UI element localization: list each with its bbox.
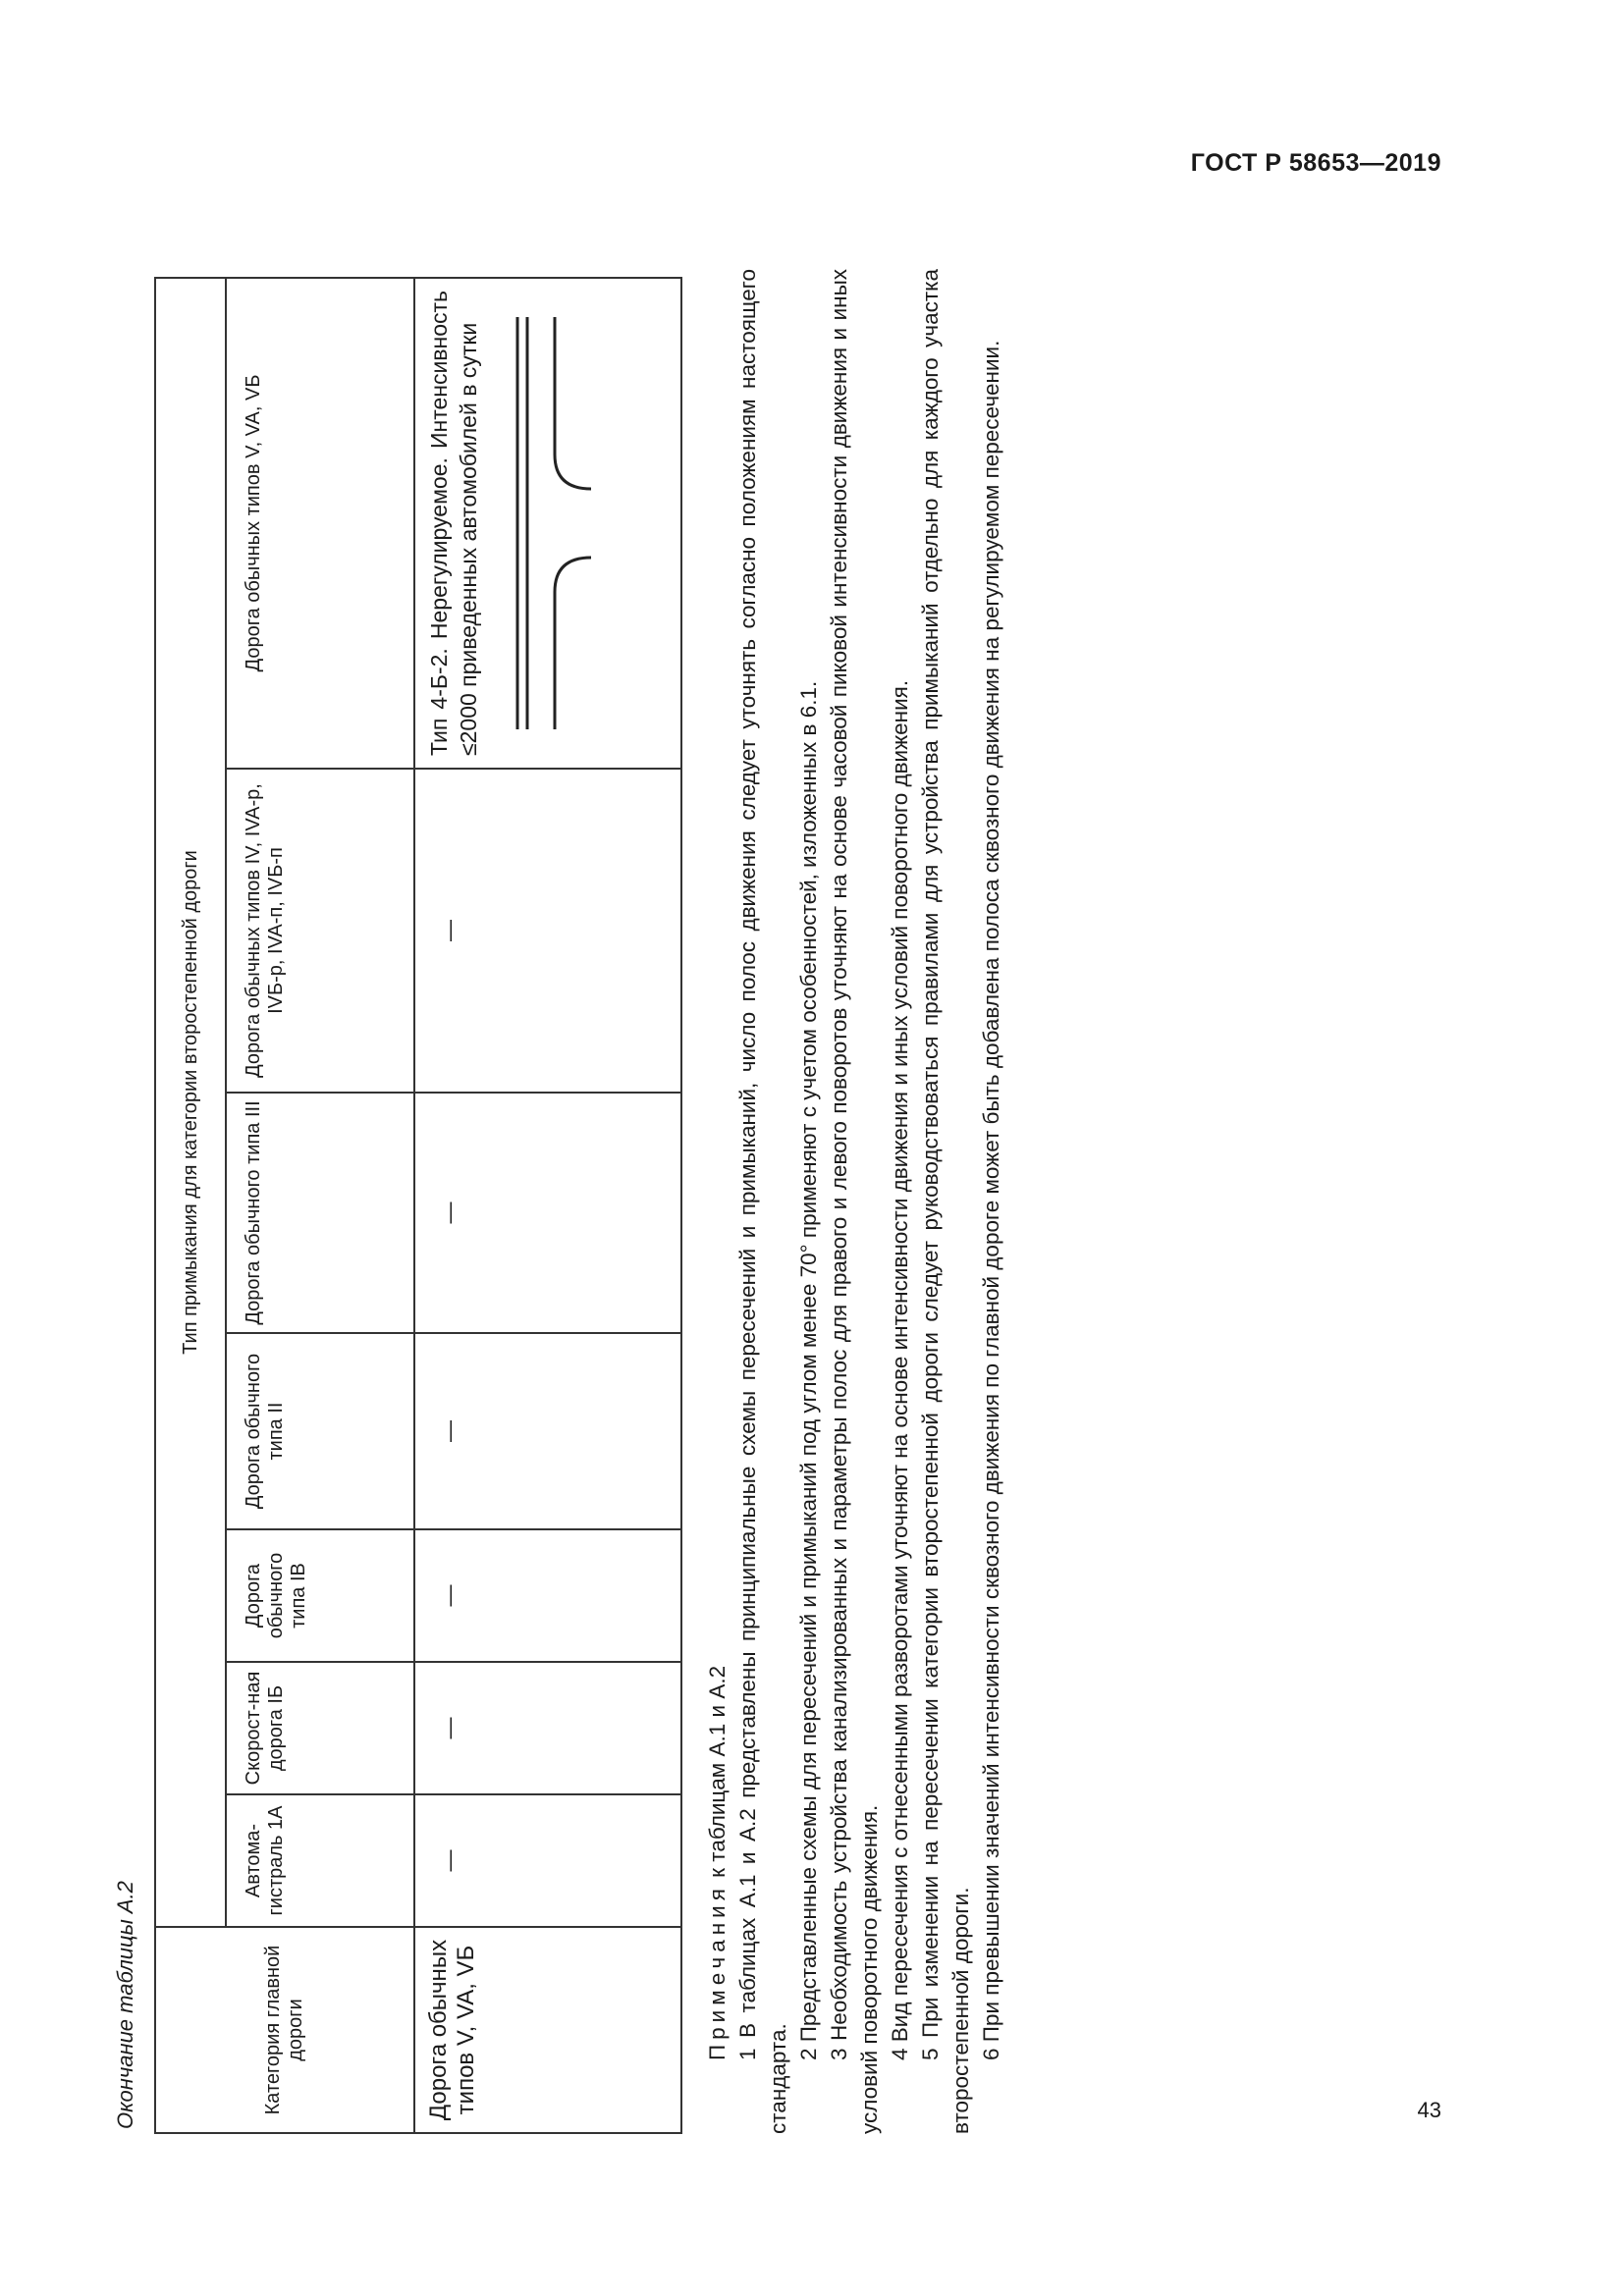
column-header: Дорога обычных типов V, VA, VБ — [226, 278, 414, 769]
note-item: 4 Вид пересечения с отнесенными разворотами уточняют на основе интенсивности движения и иных условий поворотного движения. — [888, 679, 913, 2060]
column-header: Дорога обычного типа III — [226, 1093, 414, 1333]
table-cell — [414, 769, 681, 1093]
dash-value: — — [437, 1420, 461, 1442]
column-header: Скорост-ная дорога IБ — [226, 1662, 414, 1794]
dash-value: — — [437, 1717, 461, 1739]
notes-heading — [702, 269, 732, 2134]
t-junction-scheme-icon — [498, 307, 596, 739]
table-cell — [414, 1662, 681, 1794]
table-row — [414, 278, 681, 2133]
table-cell — [414, 1529, 681, 1662]
dash-value: — — [437, 1201, 461, 1224]
column-header: Дорога обычных типов IV, IVA-р, IVБ-р, IVA-п, IVБ-п — [226, 769, 414, 1093]
junction-type-description: Тип 4-Б-2. Нерегулируемое. Интенсивность ≤2000 приведенных автомобилей в сутки — [426, 290, 481, 756]
note-item: 2 Представленные схемы для пересечений и примыканий под углом менее 70° применяют с учетом особенностей, изложенных в 6.1. — [796, 680, 822, 2060]
table-cell — [414, 1333, 681, 1529]
table-cell — [414, 1794, 681, 1927]
dash-value: — — [437, 920, 461, 941]
secondary-category-group-header: Тип примыкания для категории второстепенной дороги — [155, 278, 226, 1927]
notes-heading-word: Примечания — [705, 1884, 730, 2060]
standard-code: ГОСТ Р 58653—2019 — [1190, 149, 1441, 177]
note-item: 3 Необходимость устройства канализированных и параметры полос для правого и левого поворотов уточняют на основе часовой пиковой интенсивности движения и иных условий поворотного движения. — [827, 269, 883, 2134]
table-cell — [414, 1093, 681, 1333]
page-number: 43 — [1417, 2098, 1441, 2122]
notes-block — [702, 269, 1006, 2134]
dash-value: — — [437, 1584, 461, 1607]
column-header: Дорога обычного типа IВ — [226, 1529, 414, 1662]
junction-type-table — [154, 277, 682, 2134]
row-category: Дорога обычных типов V, VA, VБ — [414, 1927, 681, 2133]
note-item: 1 В таблицах А.1 и А.2 представлены принципиальные схемы пересечений и примыканий, число полос движения следует уточнять согласно положениям настоящего стандарта. — [735, 269, 791, 2134]
column-header: Дорога обычного типа II — [226, 1333, 414, 1529]
note-item: 6 При превышении значений интенсивности сквозного движения по главной дороге может быть добавлена полоса сквозного движения на регулируемом пересечении. — [979, 340, 1004, 2060]
dash-value: — — [437, 1849, 461, 1872]
notes-heading-rest: к таблицам А.1 и А.2 — [705, 1665, 730, 1878]
column-header: Автома-гистраль 1А — [226, 1794, 414, 1927]
junction-type-cell — [414, 278, 681, 769]
table-caption: Окончание таблицы А.2 — [113, 1881, 137, 2129]
main-category-header: Категория главной дороги — [155, 1927, 414, 2133]
note-item: 5 При изменении на пересечении категории второстепенной дороги следует руководствоваться правилами для устройства примыканий отдельно для каждого участка второстепенной дороги. — [918, 269, 974, 2134]
rotated-content — [113, 230, 1004, 2134]
